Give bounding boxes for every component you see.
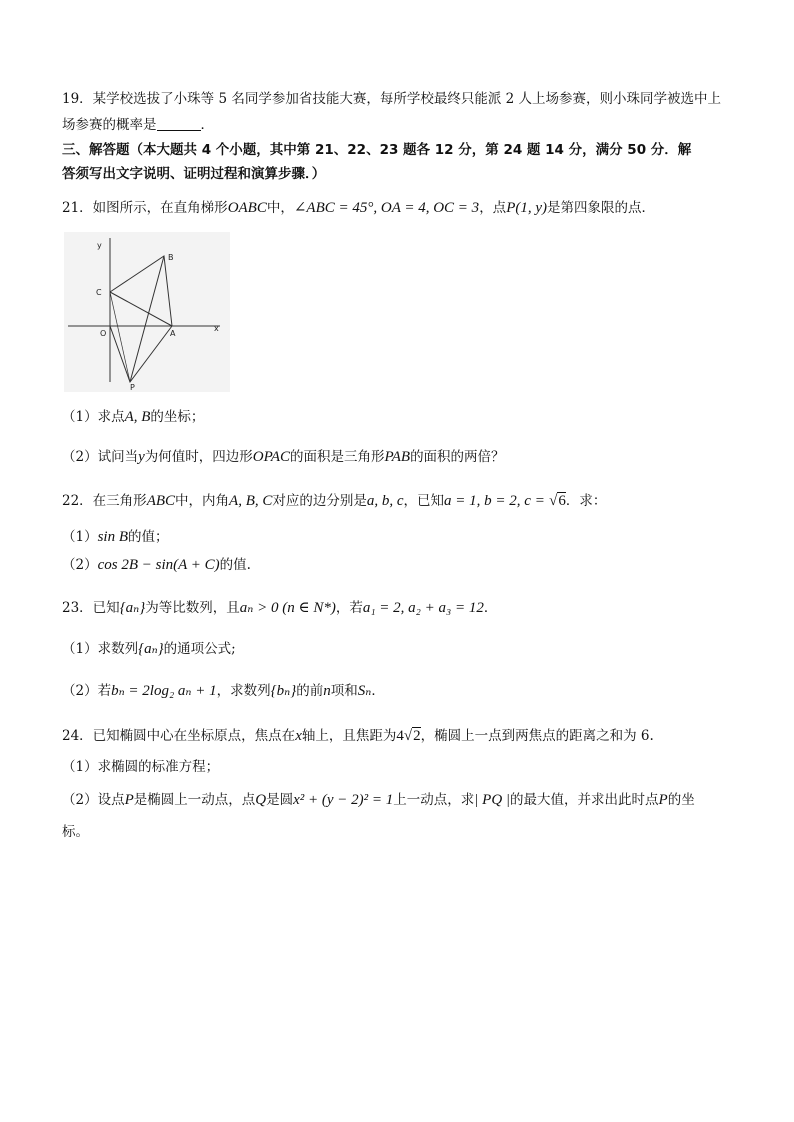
q19-text: 场参赛的概率是 (62, 117, 157, 133)
q24-p2-mid: 是椭圆上一动点，点 (133, 792, 256, 808)
q21-p2-tri: PAB (384, 449, 411, 465)
q24-focal-root: 2 (413, 728, 421, 744)
q23-p2-seq: {bₙ} (270, 683, 297, 699)
q19-line1: 19．某学校选拔了小珠等 5 名同学参加省技能大赛，每所学校最终只能派 2 人上场参赛，则小珠同学被选中上 (62, 91, 722, 107)
q23-seq: {aₙ} (119, 600, 146, 616)
q23-cond: aₙ > 0 (n ∈ N*) (239, 600, 336, 616)
q21-conditions: ∠ABC = 45°, OA = 4, OC = 3 (293, 200, 480, 216)
q23-p1-seq: {aₙ} (138, 641, 164, 657)
q24-stem: 24．已知椭圆中心在坐标原点，焦点在x轴上，且焦距为4√2，椭圆上一点到两焦点的距离之和为 6. (62, 728, 654, 744)
q21-p2-suffix: 的面积的两倍？ (410, 449, 505, 465)
q23-p2-mid2: 的前 (296, 683, 324, 699)
q23-p2-prefix: （2）若 (62, 683, 112, 699)
q24-p2-p2: P (658, 792, 668, 808)
q21-p2-mid2: 的面积是三角形 (290, 449, 385, 465)
q22-angles: A, B, C (229, 493, 273, 509)
answer-blank (157, 116, 201, 131)
q21-prefix: 21．如图所示，在直角梯形 (62, 200, 228, 216)
q21-figure (64, 232, 230, 392)
q24-focal-coef: 4 (396, 728, 404, 744)
q21-p1-prefix: （1）求点 (62, 409, 125, 425)
q23-p2-suffix: ． (371, 683, 385, 699)
q23-mid: 为等比数列，且 (145, 600, 240, 616)
q21-part2 (62, 447, 505, 467)
q22-p1-prefix: （1） (62, 529, 98, 545)
q24-p2-p: P (124, 792, 134, 808)
section3-heading-line1: 三、解答题（本大题共 4 个小题，其中第 21、22、23 题各 12 分，第 24 题 14 分，满分 50 分．解 (62, 142, 692, 158)
q22-p2-expr: cos 2B − sin(A + C) (97, 557, 220, 573)
q23-p2-expr: bₙ = 2log₂ aₙ + 1 (111, 683, 217, 699)
q24-p2-q: Q (255, 792, 267, 808)
q21-p2-quad: OPAC (252, 449, 290, 465)
q23-given: a₁ = 2, a₂ + a₃ = 12 (362, 600, 484, 616)
q21-mid2: ，点 (479, 200, 507, 216)
q24-part1: （1）求椭圆的标准方程； (62, 759, 220, 775)
q22-sides: a, b, c (366, 493, 404, 509)
q22-suffix: ．求： (565, 493, 607, 509)
q21-p2-var: y (138, 449, 145, 465)
q22-p1-expr: sin B (97, 529, 129, 545)
label-b: B (168, 253, 174, 262)
edge-cba (110, 256, 172, 326)
label-c: C (96, 288, 102, 297)
trapezoid-diagram (64, 232, 230, 392)
q24-p2-mid3: 上一动点，求 (393, 792, 475, 808)
q23-part1 (62, 639, 236, 659)
q23-p2-n: n (323, 683, 331, 699)
label-x: x (214, 324, 219, 333)
label-p: P (130, 383, 135, 392)
q24-mid: 轴上，且焦距为 (301, 728, 397, 744)
q24-part2-line2: 标。 (62, 824, 89, 840)
q21-p1-vars: A, B (124, 409, 151, 425)
q23-p2-s: Sₙ (357, 683, 372, 699)
q23-p1-prefix: （1）求数列 (62, 641, 139, 657)
q22-part2 (62, 555, 251, 575)
q22-mid3: ，已知 (403, 493, 445, 509)
q23-p2-mid: ，求数列 (216, 683, 271, 699)
label-o: O (100, 329, 107, 338)
q22-part1 (62, 527, 169, 547)
edge-ca (110, 292, 172, 326)
q21-part1 (62, 407, 204, 427)
q21-stem (62, 198, 655, 218)
label-y: y (97, 241, 102, 250)
q24-p2-pq: | PQ | (474, 792, 511, 808)
q24-p2-circle: x² + (y − 2)² = 1 (293, 792, 394, 808)
q23-p1-suffix: 的通项公式; (163, 641, 236, 657)
q24-p2-mid4: 的最大值，并求出此时点 (510, 792, 659, 808)
q23-p2-mid3: 项和 (330, 683, 358, 699)
q21-point: P(1, y) (506, 200, 547, 216)
q19-line2: 场参赛的概率是 ． (62, 117, 214, 133)
q24-p2-prefix: （2）设点 (62, 792, 125, 808)
q21-suffix: 是第四象限的点． (547, 200, 655, 216)
q22-p1-suffix: 的值； (128, 529, 169, 545)
q24-axis: x (295, 728, 302, 744)
q23-mid2: ，若 (335, 600, 363, 616)
q22-tri: ABC (146, 493, 176, 509)
q21-mid: 中， (266, 200, 294, 216)
q23-suffix: ． (483, 600, 498, 616)
label-a: A (170, 329, 176, 338)
q23-stem (62, 598, 497, 618)
q21-p2-mid: 为何值时，四边形 (144, 449, 253, 465)
q22-p2-suffix: 的值. (219, 557, 251, 573)
q24-p2-mid2: 是圆 (266, 792, 294, 808)
q24-part2 (62, 790, 695, 810)
q24-p2-suffix: 的坐 (667, 792, 695, 808)
q22-mid: 中，内角 (175, 493, 230, 509)
q21-p1-suffix: 的坐标； (150, 409, 205, 425)
q22-prefix: 22．在三角形 (62, 493, 147, 509)
q22-mid2: 对应的边分别是 (272, 493, 367, 509)
edge-cp (110, 292, 130, 382)
q23-part2 (62, 681, 385, 701)
q21-p2-prefix: （2）试问当 (62, 449, 139, 465)
q22-given: a = 1, b = 2, c = (444, 493, 545, 509)
q21-trapezoid-name: OABC (227, 200, 267, 216)
section3-heading-line2: 答须写出文字说明、证明过程和演算步骤．） (62, 166, 326, 182)
q23-prefix: 23．已知 (62, 600, 120, 616)
q22-root: 6 (558, 493, 566, 509)
q22-stem: 22．在三角形ABC中，内角A, B, C对应的边分别是a, b, c，已知a = 1, b = 2, c = √6．求： (62, 493, 607, 509)
q24-prefix: 24．已知椭圆中心在坐标原点，焦点在 (62, 728, 296, 744)
q22-p2-prefix: （2） (62, 557, 98, 573)
q24-suffix: ，椭圆上一点到两焦点的距离之和为 6. (420, 728, 654, 744)
